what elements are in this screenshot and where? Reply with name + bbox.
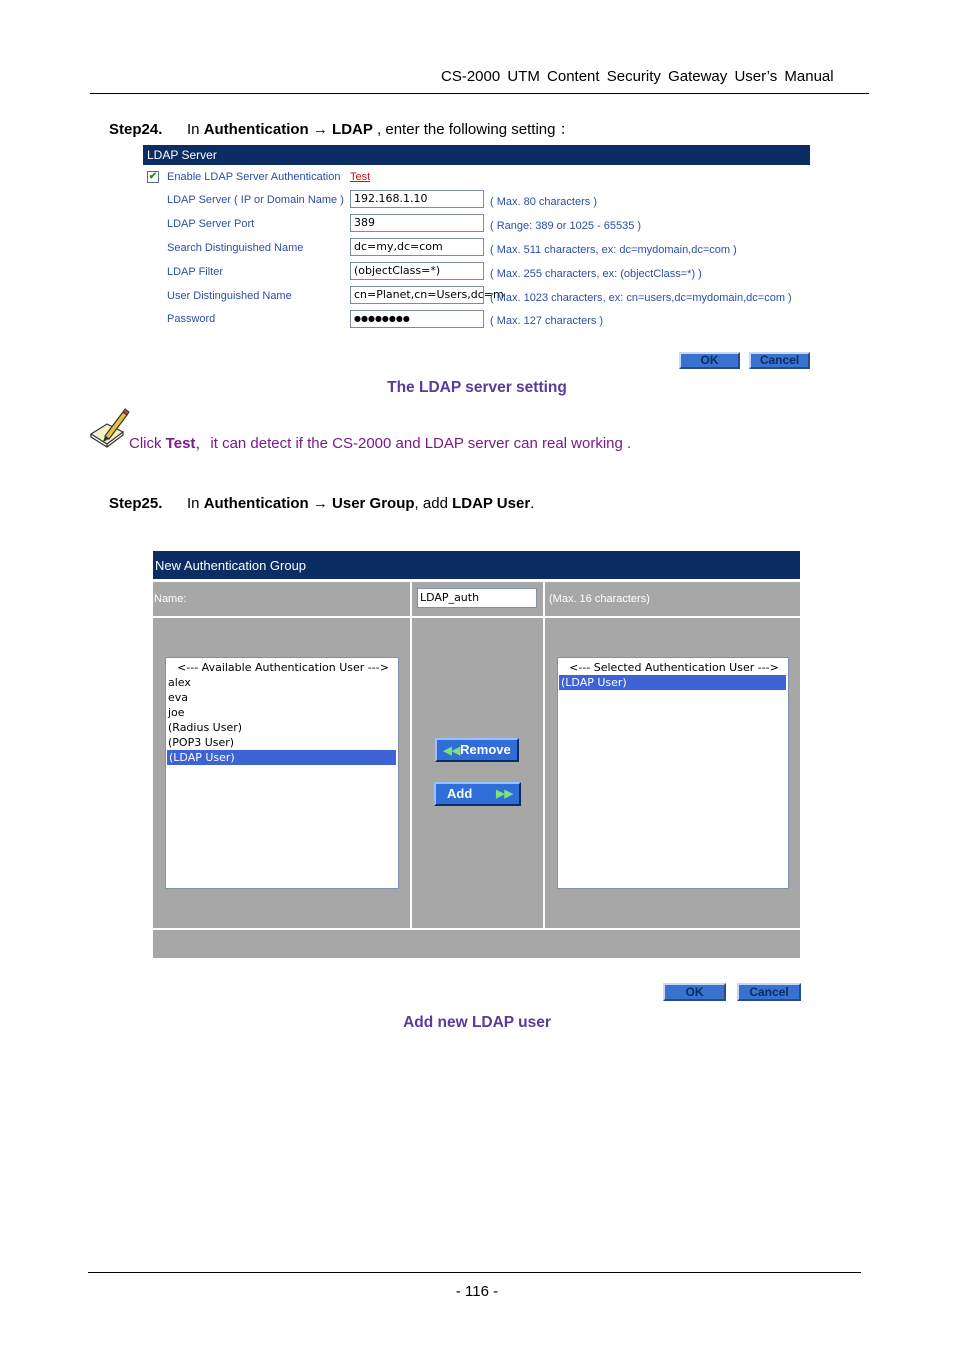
test-link[interactable]: Test <box>350 171 371 183</box>
add-button-label: Add <box>447 786 473 801</box>
name-label: Name: <box>153 582 410 616</box>
step25-arrow: → <box>312 495 328 512</box>
tip-pre: Click <box>129 435 166 452</box>
caption-add-ldap-user: Add new LDAP user <box>403 1014 551 1031</box>
group-panel-title: New Authentication Group <box>153 551 800 579</box>
step24-label: Step24. <box>109 121 163 138</box>
list-item[interactable]: (POP3 User) <box>168 736 235 749</box>
password-input[interactable]: ●●●●●●●● <box>350 310 484 328</box>
tip-text <box>129 432 631 453</box>
footer-rule <box>88 1272 861 1273</box>
step24-post: , enter the following setting ： <box>372 121 575 138</box>
ldap-filter-hint: ( Max. 255 characters, ex: (objectClass=*) ) <box>490 268 702 280</box>
user-dn-label: User Distinguished Name <box>167 290 292 302</box>
double-left-arrow-icon: ◀◀ <box>443 745 461 757</box>
step25-text <box>109 495 534 512</box>
list-item[interactable]: (Radius User) <box>168 721 243 734</box>
buttons-cell <box>412 618 543 928</box>
selected-user-list[interactable] <box>557 657 789 889</box>
tip-bold: Test <box>165 435 196 452</box>
enable-ldap-label: Enable LDAP Server Authentication <box>167 171 341 183</box>
pencil-note-icon <box>89 406 131 448</box>
step24-path2: LDAP <box>332 121 373 138</box>
ldap-cancel-button[interactable]: Cancel <box>749 352 810 369</box>
group-footer-bar <box>153 930 800 958</box>
search-dn-input[interactable]: dc=my,dc=com <box>350 238 484 256</box>
step25-pre: In <box>187 495 204 512</box>
manual-title: CS-2000 UTM Content Security Gateway User’s Manual <box>441 68 834 85</box>
user-dn-input[interactable]: cn=Planet,cn=Users,dc=m <box>350 286 484 304</box>
caption-ldap-setting: The LDAP server setting <box>387 379 567 396</box>
step25-mid: , add <box>414 495 453 512</box>
list-item[interactable]: alex <box>168 676 191 689</box>
ldap-ok-button[interactable]: OK <box>679 352 740 369</box>
ldap-server-input[interactable]: 192.168.1.10 <box>350 190 484 208</box>
header-rule <box>90 93 869 94</box>
enable-ldap-checkbox[interactable]: ✔ <box>148 171 158 182</box>
step25-label: Step25. <box>109 495 163 512</box>
step24-path1: Authentication <box>203 121 309 138</box>
ldap-filter-input[interactable]: (objectClass=*) <box>350 262 484 280</box>
list-item[interactable]: joe <box>168 706 185 719</box>
step25-end: . <box>530 495 535 512</box>
group-name-input[interactable]: LDAP_auth <box>417 588 537 608</box>
ldap-server-label: LDAP Server ( IP or Domain Name ) <box>167 194 344 206</box>
ldap-port-input[interactable]: 389 <box>350 214 484 232</box>
double-right-arrow-icon: ▶▶ <box>496 788 513 800</box>
ldap-port-label: LDAP Server Port <box>167 218 255 230</box>
ldap-server-hint: ( Max. 80 characters ) <box>490 196 597 208</box>
ldap-panel-title: LDAP Server <box>143 145 810 165</box>
remove-button[interactable] <box>435 738 519 762</box>
tip-post: ，it can detect if the CS-2000 and LDAP server can real working . <box>195 435 632 452</box>
group-cancel-button[interactable]: Cancel <box>737 983 801 1001</box>
step25-path2: User Group <box>332 495 415 512</box>
search-dn-label: Search Distinguished Name <box>167 242 304 254</box>
step25-path1: Authentication <box>203 495 309 512</box>
list-item[interactable]: eva <box>168 691 189 704</box>
name-hint: (Max. 16 characters) <box>545 582 800 616</box>
group-ok-button[interactable]: OK <box>663 983 726 1001</box>
ldap-port-hint: ( Range: 389 or 1025 - 65535 ) <box>490 220 642 232</box>
search-dn-hint: ( Max. 511 characters, ex: dc=mydomain,dc=com ) <box>490 244 737 256</box>
add-button[interactable] <box>434 782 521 806</box>
ldap-filter-label: LDAP Filter <box>167 266 224 278</box>
step24-pre: In <box>187 121 204 138</box>
page-number: - 116 - <box>455 1283 499 1300</box>
list-item-selected[interactable]: (LDAP User) <box>167 750 396 765</box>
selected-list-header[interactable]: <--- Selected Authentication User ---> <box>569 661 779 674</box>
password-label: Password <box>167 313 216 325</box>
step24-arrow: → <box>312 121 328 138</box>
user-dn-hint: ( Max. 1023 characters, ex: cn=users,dc=mydomain,dc=com ) <box>490 292 792 304</box>
password-hint: ( Max. 127 characters ) <box>490 315 604 327</box>
step24-text <box>109 118 575 139</box>
step25-target: LDAP User <box>452 495 531 512</box>
available-user-list[interactable] <box>165 657 399 889</box>
remove-button-label: Remove <box>460 742 511 757</box>
available-list-header[interactable]: <--- Available Authentication User ---> <box>177 661 389 674</box>
list-item-selected[interactable]: (LDAP User) <box>559 675 786 690</box>
